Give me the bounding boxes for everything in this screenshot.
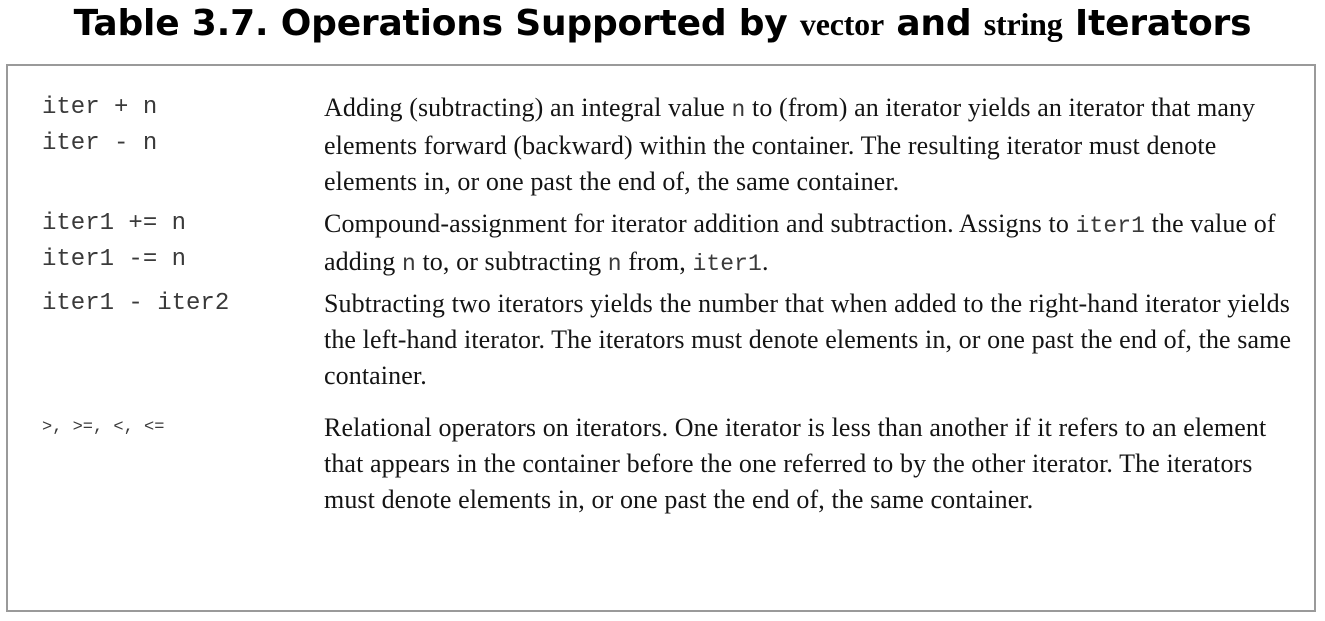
description-cell [324, 90, 1302, 200]
title-part-2: and [884, 3, 984, 44]
operation-line: iter + n [42, 94, 158, 121]
description-cell [324, 206, 1302, 282]
title-part-1: Table 3.7. Operations Supported by [73, 3, 800, 44]
table-row [42, 410, 1302, 518]
description-text: from, [621, 247, 693, 276]
description-text: Adding (subtracting) an integral value [324, 93, 732, 122]
table-body [42, 90, 1302, 526]
description-text: to, or subtracting [415, 247, 608, 276]
title-word-string: string [983, 6, 1063, 42]
table-row [42, 206, 1302, 282]
inline-code: iter1 [692, 251, 762, 277]
table-row [42, 90, 1302, 200]
title-part-3: Iterators [1062, 3, 1252, 44]
table-row [42, 286, 1302, 394]
description-text: to (from) an iterator yields an iterator that many elements forward (backward) within the container. The resulting iterator must denote elements in, or one past the end of, the same container. [324, 93, 1256, 196]
table-title [0, 2, 1325, 46]
description-text: Compound-assignment for iterator addition and subtraction. Assigns to [324, 209, 1076, 238]
inline-code: n [731, 97, 746, 123]
operation-cell [42, 206, 324, 282]
operation-cell [42, 90, 324, 200]
description-cell: Subtracting two iterators yields the number that when added to the right-hand iterator yields the left-hand iterator. The iterators must denote elements in, or one past the end of, the same container. [324, 289, 1292, 390]
inline-code: n [607, 251, 622, 277]
description-text: the value of adding [324, 209, 1276, 276]
description-text: . [761, 247, 769, 276]
description-cell: Relational operators on iterators. One iterator is less than another if it refers to an element that appears in the container before the one referred to by the other iterator. The iterators must denote elements in, or one past the end of, the same container. [324, 413, 1267, 514]
operation-line: iter1 -= n [42, 246, 187, 273]
operation-cell [42, 286, 324, 394]
operation-line: iter1 += n [42, 210, 187, 237]
operations-table [6, 64, 1316, 612]
operation-line: >, >=, <, <= [42, 418, 165, 437]
operation-cell [42, 410, 324, 518]
title-word-vector: vector [799, 6, 884, 42]
inline-code: iter1 [1075, 213, 1146, 239]
operation-line: iter - n [42, 130, 158, 157]
inline-code: n [401, 251, 416, 277]
operation-line: iter1 - iter2 [42, 290, 230, 317]
